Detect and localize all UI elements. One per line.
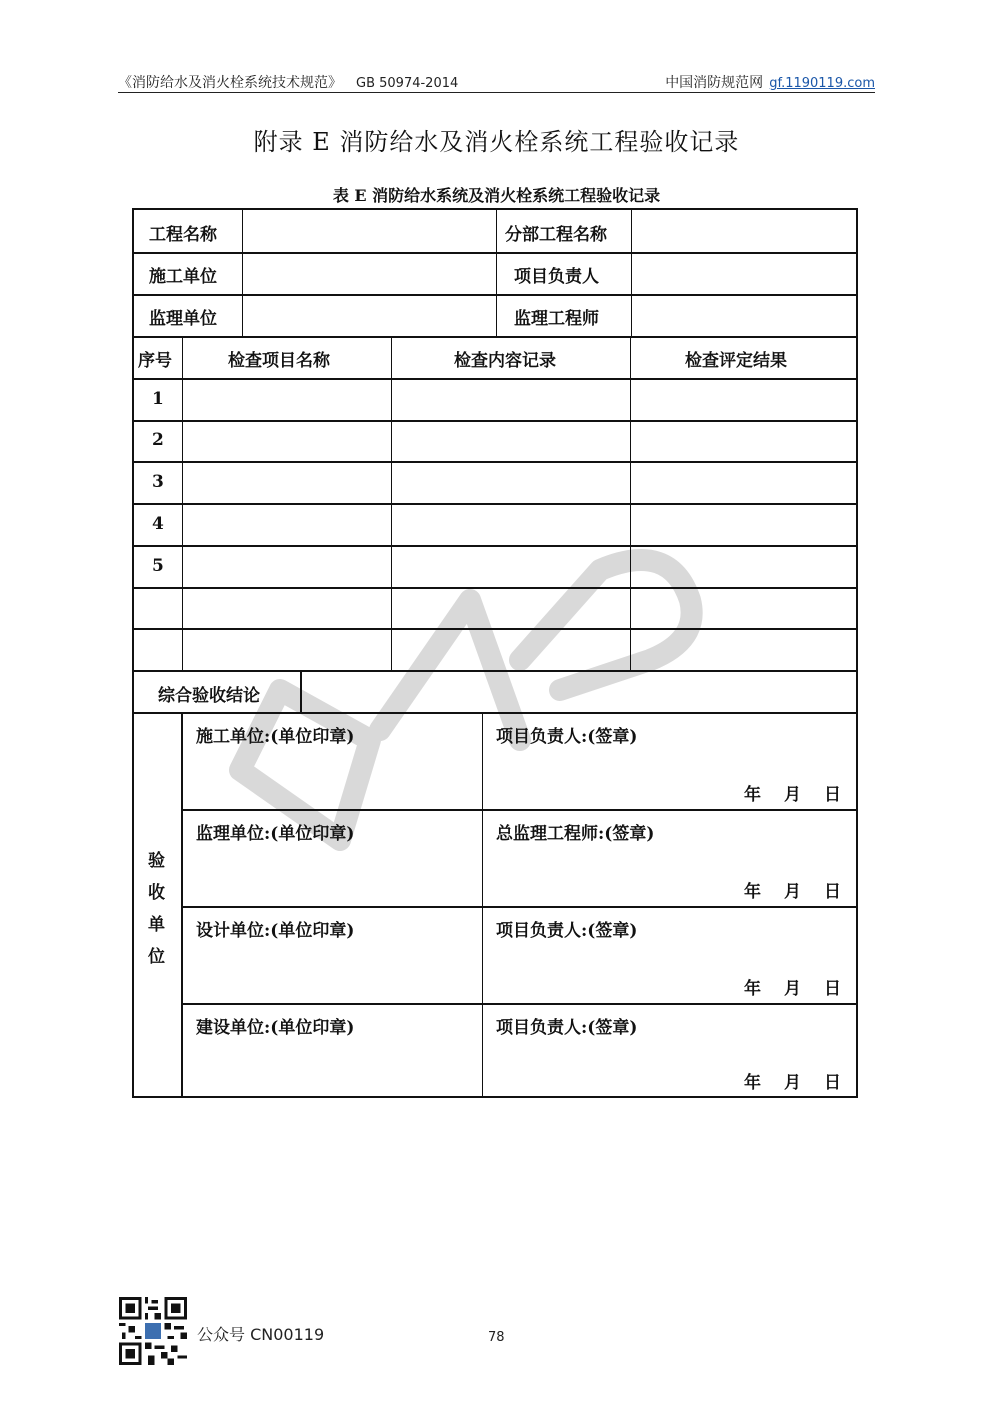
unit-supervision-stamp: 监理单位:(单位印章) (196, 824, 355, 844)
unit-construction-stamp: 施工单位:(单位印章) (196, 727, 355, 747)
date-day-3: 日 (824, 979, 841, 999)
doc-title: 《消防给水及消火栓系统技术规范》 (118, 75, 342, 91)
running-header (118, 70, 875, 93)
side-label-2: 收 (148, 883, 165, 903)
label-construction-unit: 施工单位 (149, 267, 217, 287)
side-label-4: 位 (148, 947, 165, 967)
doc-code: GB 50974-2014 (356, 76, 459, 91)
header-content-record: 检查内容记录 (454, 351, 556, 371)
header-item-name: 检查项目名称 (228, 351, 330, 371)
date-month-1: 月 (784, 785, 801, 805)
side-label-3: 单 (148, 915, 165, 935)
signer-design: 项目负责人:(签章) (496, 921, 638, 941)
page-title: 附录 E 消防给水及消火栓系统工程验收记录 (253, 128, 740, 156)
wechat-account: 公众号 CN00119 (197, 1325, 325, 1344)
table-caption: 表 E 消防给水系统及消火栓系统工程验收记录 (332, 186, 661, 205)
site-name: 中国消防规范网 (665, 75, 764, 91)
date-month-3: 月 (784, 979, 801, 999)
label-project-name: 工程名称 (149, 225, 217, 245)
label-project-manager: 项目负责人 (514, 267, 599, 287)
header-left (118, 72, 458, 92)
date-year-2: 年 (744, 882, 761, 902)
row-2-no: 2 (152, 430, 164, 450)
date-month-4: 月 (784, 1073, 801, 1093)
qr-code-icon[interactable] (119, 1297, 187, 1365)
row-1-no: 1 (152, 389, 164, 409)
header-seq: 序号 (138, 351, 172, 371)
header-result: 检查评定结果 (685, 351, 787, 371)
row-5-no: 5 (152, 556, 164, 576)
row-4-no: 4 (152, 514, 164, 534)
date-year-1: 年 (744, 785, 761, 805)
side-label-1: 验 (148, 851, 165, 871)
unit-owner-stamp: 建设单位:(单位印章) (196, 1018, 355, 1038)
row-3-no: 3 (152, 472, 164, 492)
date-day-2: 日 (824, 882, 841, 902)
date-day-1: 日 (824, 785, 841, 805)
label-supervision-unit: 监理单位 (149, 309, 217, 329)
label-supervision-engineer: 监理工程师 (514, 309, 599, 329)
signer-owner: 项目负责人:(签章) (496, 1018, 638, 1038)
acceptance-record-table (132, 208, 858, 1098)
signer-construction: 项目负责人:(签章) (496, 727, 638, 747)
site-url-link[interactable]: gf.1190119.com (769, 76, 875, 91)
page-number: 78 (488, 1330, 505, 1345)
unit-design-stamp: 设计单位:(单位印章) (196, 921, 355, 941)
date-day-4: 日 (824, 1073, 841, 1093)
header-right (665, 72, 875, 92)
label-conclusion: 综合验收结论 (158, 686, 260, 706)
signer-chief-supervisor: 总监理工程师:(签章) (496, 824, 655, 844)
date-year-3: 年 (744, 979, 761, 999)
date-month-2: 月 (784, 882, 801, 902)
date-year-4: 年 (744, 1073, 761, 1093)
label-subproject-name: 分部工程名称 (505, 225, 607, 245)
